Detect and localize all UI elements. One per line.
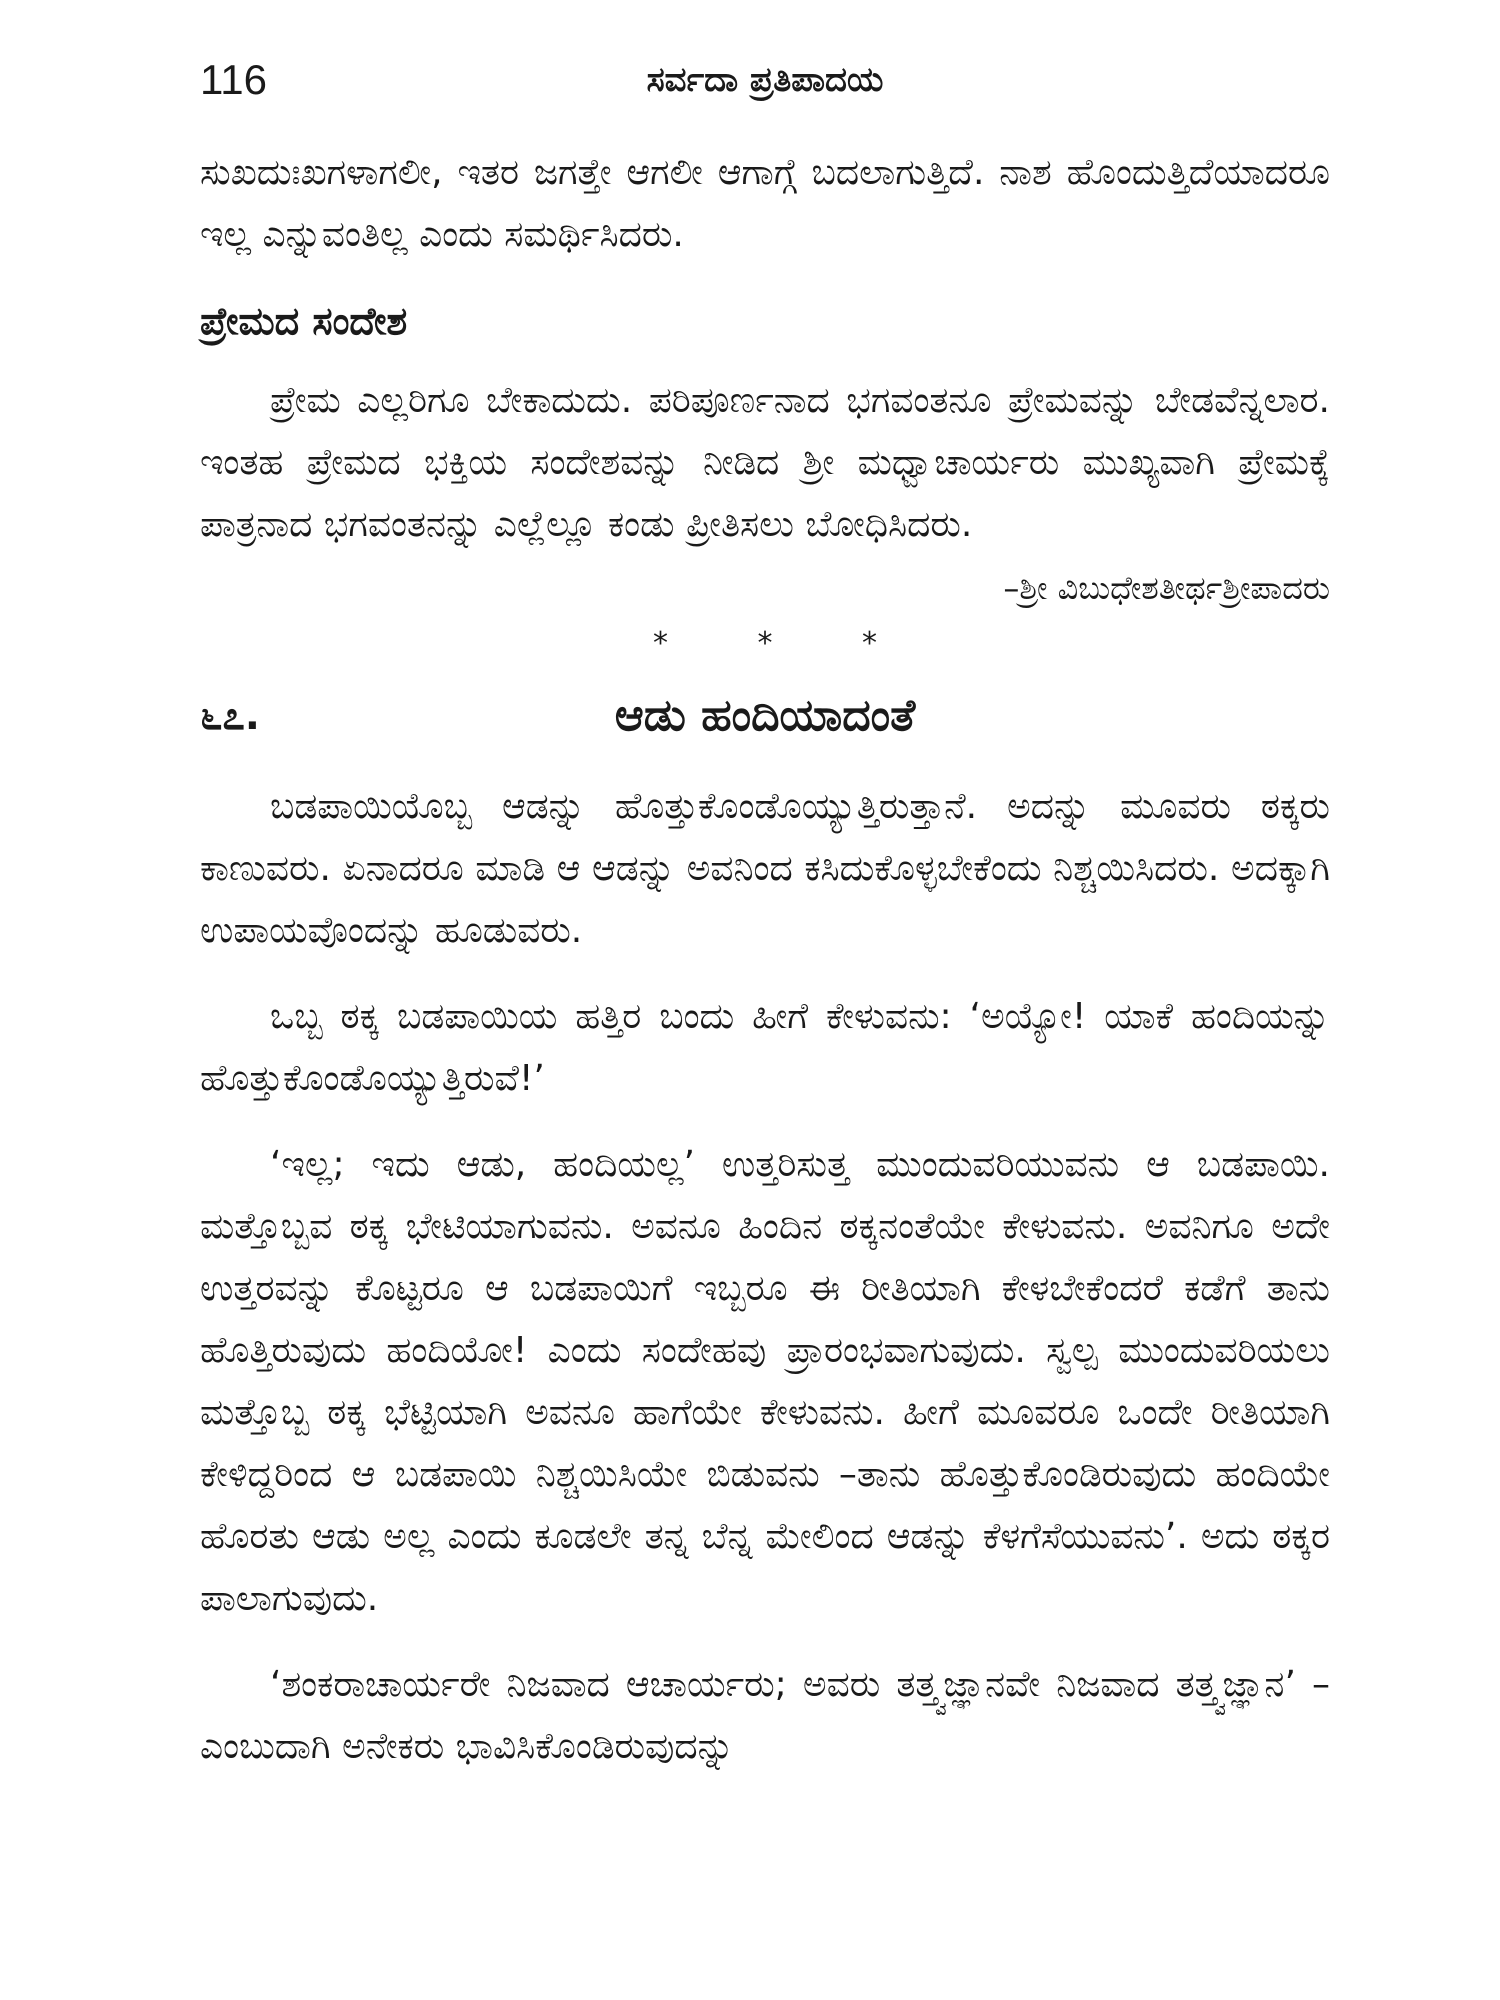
section-heading: ಪ್ರೇಮದ ಸಂದೇಶ: [200, 299, 408, 343]
book-page: [200, 50, 1330, 1778]
chapter-paragraph: ‘ಶಂಕರಾಚಾರ್ಯರೇ ನಿಜವಾದ ಆಚಾರ್ಯರು; ಅವರು ತತ್ತ್ವಜ್ಞಾನವೇ ನಿಜವಾದ ತತ್ತ್ವಜ್ಞಾನ’ –ಎಂಬುದಾಗಿ ಅನೇಕರು ಭಾವಿಸಿಕೊಂಡಿರುವುದನ್ನು: [200, 1664, 1330, 1767]
page-number: 116: [200, 56, 267, 103]
chapter-heading: [200, 678, 1330, 754]
chapter-number: ೬೭.: [200, 693, 260, 739]
attribution: –ಶ್ರೀ ವಿಬುಧೇಶತೀರ್ಥಶ್ರೀಪಾದರು: [1003, 569, 1330, 607]
intro-paragraph: ಸುಖದುಃಖಗಳಾಗಲೀ, ಇತರ ಜಗತ್ತೇ ಆಗಲೀ ಆಗಾಗ್ಗೆ ಬದಲಾಗುತ್ತಿದೆ. ನಾಶ ಹೊಂದುತ್ತಿದೆಯಾದರೂ ಇಲ್ಲ ಎನ್ನುವಂತಿಲ್ಲ ಎಂದು ಸಮರ್ಥಿಸಿದರು.: [200, 152, 1330, 255]
chapter-paragraph: ಒಬ್ಬ ಠಕ್ಕ ಬಡಪಾಯಿಯ ಹತ್ತಿರ ಬಂದು ಹೀಗೆ ಕೇಳುವನು: ‘ಅಯ್ಯೋ! ಯಾಕೆ ಹಂದಿಯನ್ನು ಹೊತ್ತುಕೊಂಡೊಯ್ಯುತ್ತಿರುವೆ!’: [200, 996, 1330, 1099]
section-separator: * * *: [652, 626, 918, 661]
book-title: ಸರ್ವದಾ ಪ್ರತಿಪಾದಯ: [646, 60, 884, 100]
chapter-paragraph: ‘ಇಲ್ಲ; ಇದು ಆಡು, ಹಂದಿಯಲ್ಲ’ ಉತ್ತರಿಸುತ್ತ ಮುಂದುವರಿಯುವನು ಆ ಬಡಪಾಯಿ. ಮತ್ತೊಬ್ಬವ ಠಕ್ಕ ಭೇಟಿಯಾಗುವನು. ಅವನೂ ಹಿಂದಿನ ಠಕ್ಕನಂತೆಯೇ ಕೇಳುವನು. ಅವನಿಗೂ ಅದೇ ಉತ್ತರವನ್ನು ಕೊಟ್ಟರೂ ಆ ಬಡಪಾಯಿಗೆ ಇಬ್ಬರೂ ಈ ರೀತಿಯಾಗಿ ಕೇಳಬೇಕೆಂದರೆ ಕಡೆಗೆ ತಾನು ಹೊತ್ತಿರುವುದು ಹಂದಿಯೋ! ಎಂದು ಸಂದೇಹವು ಪ್ರಾರಂಭವಾಗುವುದು. ಸ್ವಲ್ಪ ಮುಂದುವರಿಯಲು ಮತ್ತೊಬ್ಬ ಠಕ್ಕ ಭೆಟ್ಟಿಯಾಗಿ ಅವನೂ ಹಾಗೆಯೇ ಕೇಳುವನು. ಹೀಗೆ ಮೂವರೂ ಒಂದೇ ರೀತಿಯಾಗಿ ಕೇಳಿದ್ದರಿಂದ ಆ ಬಡಪಾಯಿ ನಿಶ್ಚಯಿಸಿಯೇ ಬಿಡುವನು –ತಾನು ಹೊತ್ತುಕೊಂಡಿರುವುದು ಹಂದಿಯೇ ಹೊರತು ಆಡು ಅಲ್ಲ ಎಂದು ಕೂಡಲೇ ತನ್ನ ಬೆನ್ನ ಮೇಲಿಂದ ಆಡನ್ನು ಕೆಳಗೆಸೆಯುವನು’. ಅದು ಠಕ್ಕರ ಪಾಲಾಗುವುದು.: [200, 1144, 1330, 1619]
chapter-paragraph: ಬಡಪಾಯಿಯೊಬ್ಬ ಆಡನ್ನು ಹೊತ್ತುಕೊಂಡೊಯ್ಯುತ್ತಿರುತ್ತಾನೆ. ಅದನ್ನು ಮೂವರು ಠಕ್ಕರು ಕಾಣುವರು. ಏನಾದರೂ ಮಾಡಿ ಆ ಆಡನ್ನು ಅವನಿಂದ ಕಸಿದುಕೊಳ್ಳಬೇಕೆಂದು ನಿಶ್ಚಯಿಸಿದರು. ಅದಕ್ಕಾಗಿ ಉಪಾಯವೊಂದನ್ನು ಹೂಡುವರು.: [200, 786, 1330, 951]
chapter-title: ಆಡು ಹಂದಿಯಾದಂತೆ: [614, 690, 916, 741]
section-paragraph: ಪ್ರೇಮ ಎಲ್ಲರಿಗೂ ಬೇಕಾದುದು. ಪರಿಪೂರ್ಣನಾದ ಭಗವಂತನೂ ಪ್ರೇಮವನ್ನು ಬೇಡವೆನ್ನಲಾರ. ಇಂತಹ ಪ್ರೇಮದ ಭಕ್ತಿಯ ಸಂದೇಶವನ್ನು ನೀಡಿದ ಶ್ರೀ ಮಧ್ವಾಚಾರ್ಯರು ಮುಖ್ಯವಾಗಿ ಪ್ರೇಮಕ್ಕೆ ಪಾತ್ರನಾದ ಭಗವಂತನನ್ನು ಎಲ್ಲೆಲ್ಲೂ ಕಂಡು ಪ್ರೀತಿಸಲು ಬೋಧಿಸಿದರು.: [200, 380, 1330, 545]
running-header: [200, 50, 1330, 110]
